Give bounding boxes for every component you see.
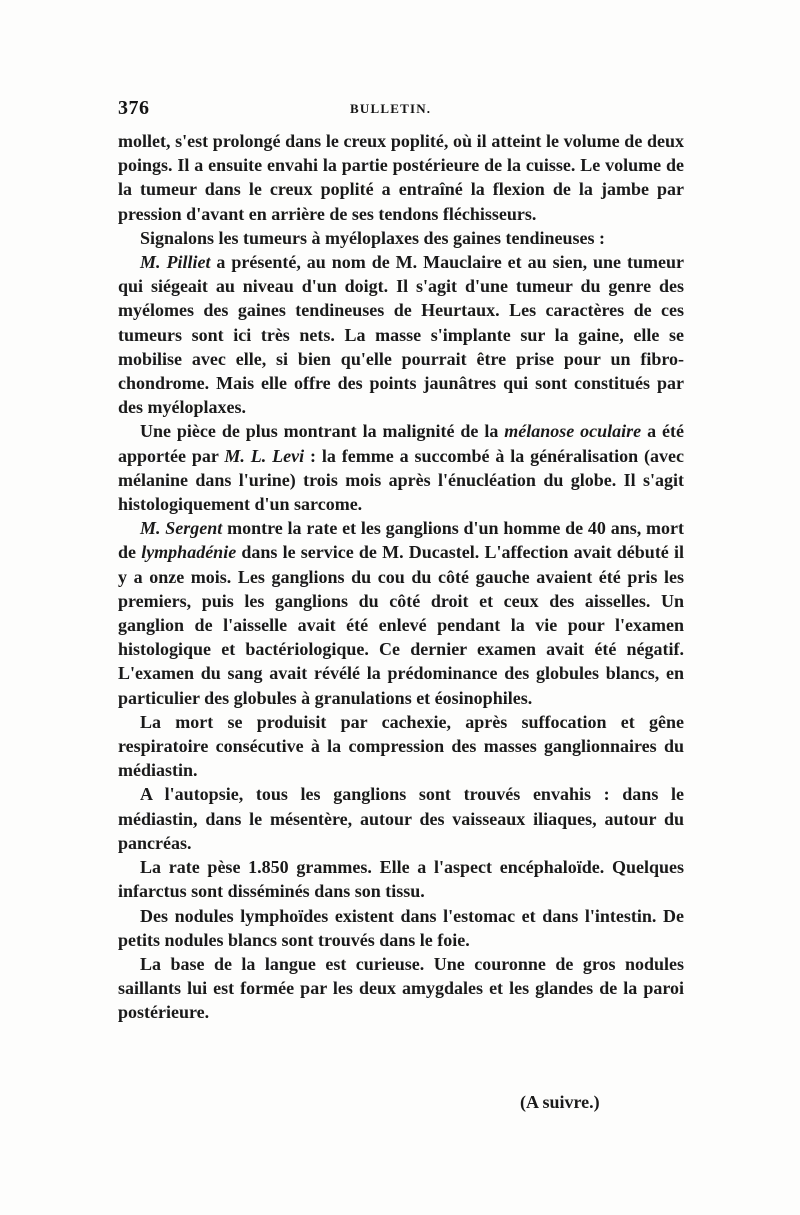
paragraph-text: a présenté, au nom de M. Mauclaire et au sien, une tumeur qui siégeait au niveau d'un doigt. Il s'agit d'une tumeur du genre des myélomes des gaines tendineuses de Heurtaux. Les caractères de ces tumeurs sont ici très nets. La masse s'implante sur la gaine, elle se mobilise avec elle, si bien qu'elle pourrait être prise pour un fibro-chondrome. Mais elle offre des points jaunâtres qui sont constitués par des myéloplaxes. [118,252,684,418]
body-text [118,129,684,1025]
paragraph-text: : la femme a succombé à la généralisation (avec mélanine dans l'urine) trois mois après l'énucléation du globe. Il s'agit histologiquement d'un sarcome. [118,445,684,515]
paragraph-autopsie: A l'autopsie, tous les ganglions sont trouvés envahis : dans le médiastin, dans le mésentère, autour des vaisseaux iliaques, autour du pancréas. [118,784,684,853]
paragraph-levi [118,419,684,516]
author-name-levi: M. L. Levi [224,445,305,466]
page-number: 376 [118,97,150,119]
paragraph-text: Une pièce de plus montrant la malignité de la [140,421,505,442]
paragraph-sergent [118,516,684,710]
term-melanose-oculaire: mélanose oculaire [504,421,642,442]
to-be-continued-note: (A suivre.) [520,1092,600,1112]
running-title: BULLETIN. [350,101,432,116]
author-name-pilliet: M. Pilliet [140,252,211,273]
paragraph-mort: La mort se produisit par cachexie, après suffocation et gêne respiratoire consécutive à la compression des masses ganglionnaires du médiastin. [118,711,684,781]
paragraph-text: a été apportée par [118,421,684,466]
paragraph-pilliet [118,250,684,419]
paragraph-text: dans le service de M. Ducastel. L'affection avait débuté il y a onze mois. Les ganglions du cou du côté gauche avaient été pris les premiers, puis les ganglions du côté droit et ceux des aisselles. Un ganglion de l'aisselle avait été enlevé pendant la vie pour l'examen histologique et bactériologique. Ce dernier examen avait été négatif. L'examen du sang avait révélé la prédominance des globules blancs, en particulier des globules à granulations et éosinophiles. [118,542,684,708]
page-header [118,97,683,123]
paragraph-continued: mollet, s'est prolongé dans le creux poplité, où il atteint le volume de deux poings. Il a ensuite envahi la partie postérieure de la cuisse. Le volume de la tumeur dans le creux poplité a entraîné la flexion de la jambe par pression d'avant en arrière de ses tendons fléchisseurs. [118,131,684,224]
term-lymphadenie: lymphadénie [141,542,237,563]
paragraph-nodules: Des nodules lymphoïdes existent dans l'estomac et dans l'intestin. De petits nodules blancs sont trouvés dans le foie. [118,905,684,950]
paragraph-rate: La rate pèse 1.850 grammes. Elle a l'aspect encéphaloïde. Quelques infarctus sont disséminés dans son tissu. [118,857,684,902]
paragraph-langue: La base de la langue est curieuse. Une couronne de gros nodules saillants lui est formée par les deux amygdales et les glandes de la paroi postérieure. [118,953,684,1023]
paragraph-tumeurs-myeloplaxes: Signalons les tumeurs à myéloplaxes des gaines tendineuses : [140,227,606,248]
author-name-sergent: M. Sergent [140,518,223,539]
paragraph-text: montre la rate et les ganglions d'un homme de 40 ans, mort de [118,518,684,563]
